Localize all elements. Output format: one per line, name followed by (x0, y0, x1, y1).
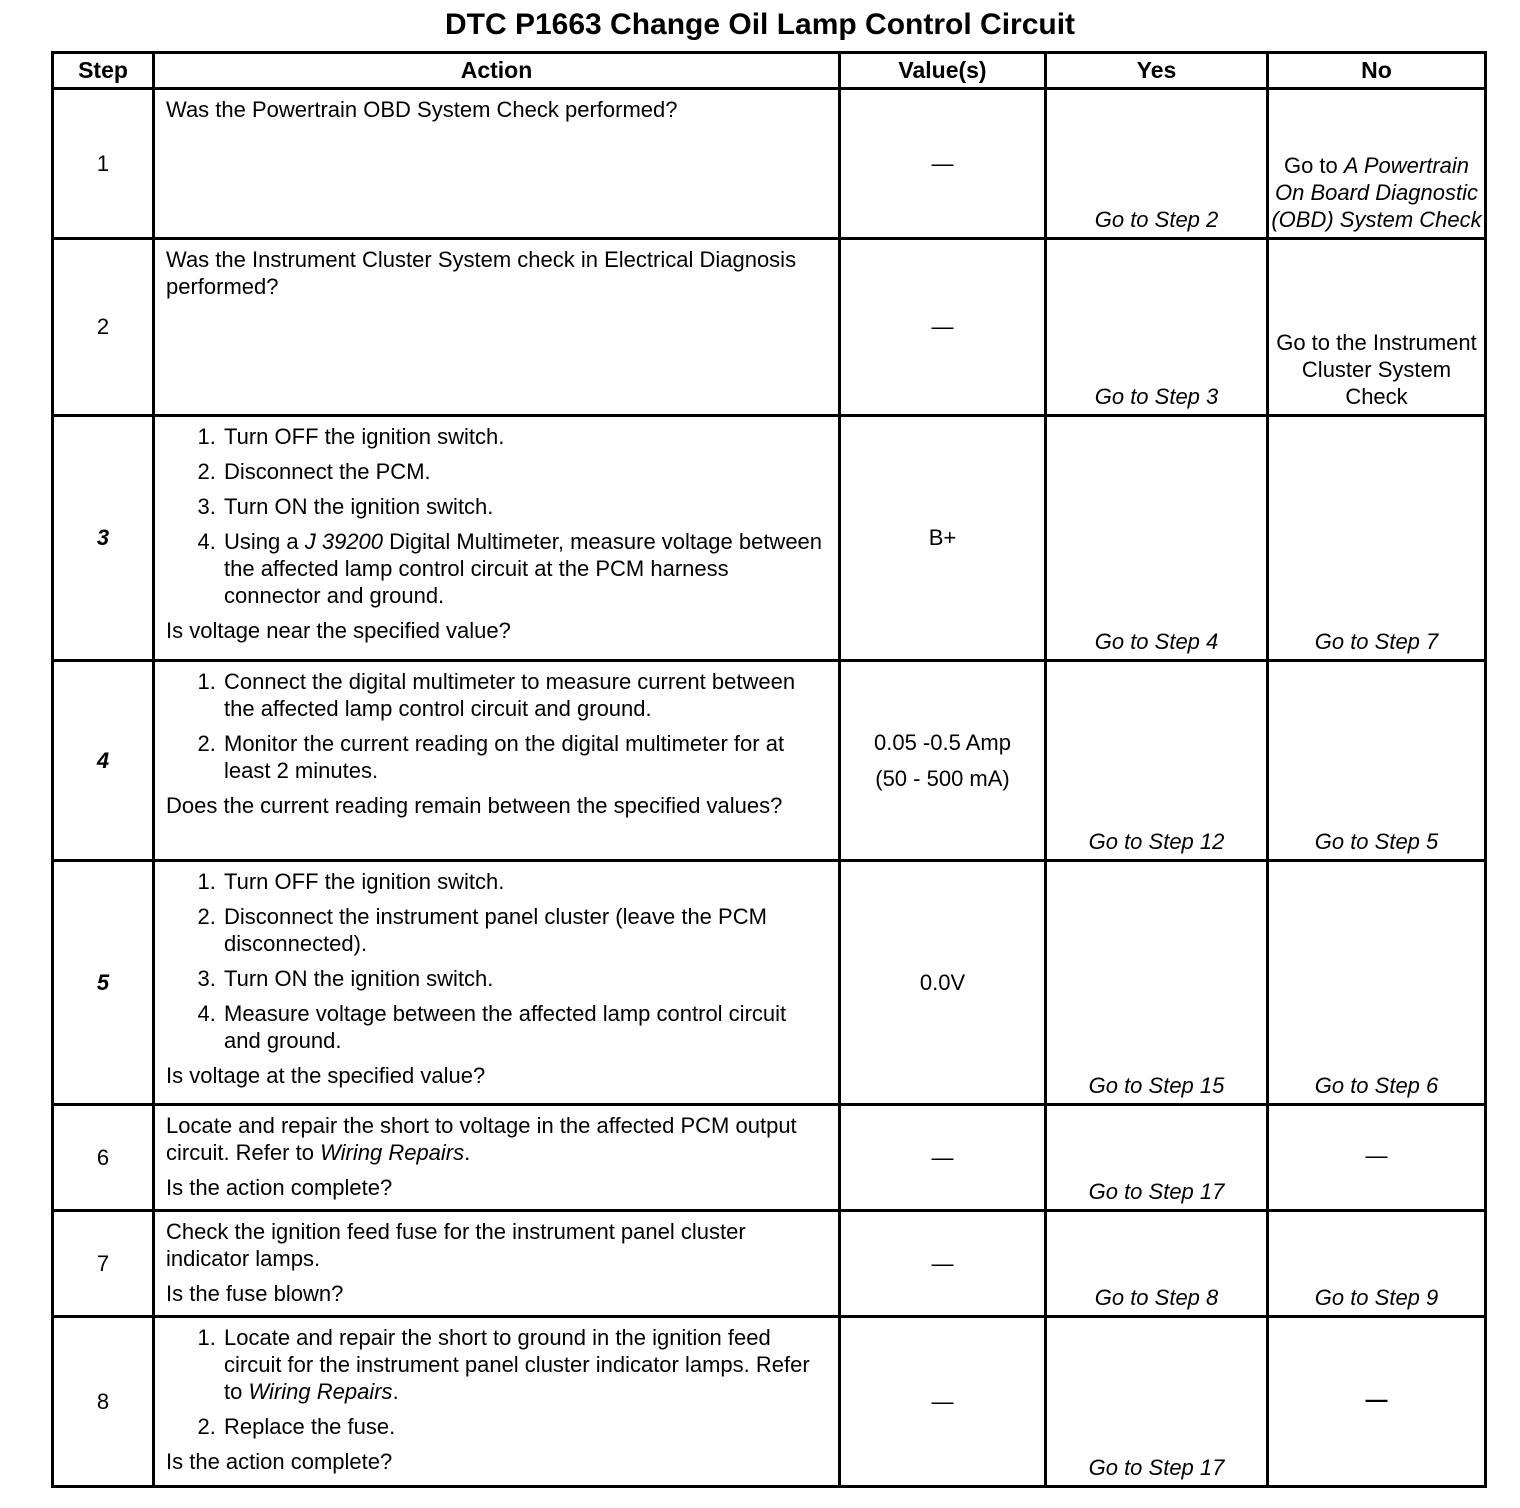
no-prefix: Go to (1283, 153, 1338, 178)
value-cell: — (840, 1211, 1046, 1317)
step-number: 3 (53, 416, 154, 661)
list-item: 3. Turn ON the ignition switch. (222, 965, 828, 992)
item-text: Using a (224, 529, 299, 554)
step-number: 6 (53, 1105, 154, 1211)
list-item: 2. Replace the fuse. (222, 1413, 828, 1440)
step-number: 4 (53, 661, 154, 861)
yes-cell: Go to Step 12 (1046, 661, 1268, 861)
action-question: Was the Powertrain OBD System Check performed? (166, 97, 678, 122)
item-text: Locate and repair the short to ground in the ignition feed circuit for the instrument panel cluster indicator lamps. Refer to (224, 1325, 810, 1404)
action-question: Is the action complete? (166, 1175, 393, 1200)
procedure-list (166, 668, 828, 784)
wiring-repairs-reference: Wiring Repairs (248, 1379, 393, 1404)
action-cell (154, 89, 840, 239)
list-item: 1. Locate and repair the short to ground in the ignition feed circuit for the instrument panel cluster indicator lamps. Refer to Wiring Repairs. (222, 1324, 828, 1405)
yes-cell: Go to Step 17 (1046, 1317, 1268, 1487)
yes-cell: Go to Step 3 (1046, 239, 1268, 416)
list-item: 1. Connect the digital multimeter to measure current between the affected lamp control circuit and ground. (222, 668, 828, 722)
action-text: Locate and repair the short to voltage in the affected PCM output circuit. Refer to Wiring Repairs. (166, 1113, 797, 1165)
list-item: 3. Turn ON the ignition switch. (222, 493, 828, 520)
value-cell: B+ (840, 416, 1046, 661)
value-cell: 0.0V (840, 861, 1046, 1105)
value-cell: — (840, 89, 1046, 239)
step-number: 8 (53, 1317, 154, 1487)
action-question: Is voltage near the specified value? (166, 618, 511, 643)
header-action: Action (154, 53, 840, 89)
action-question: Does the current reading remain between the specified values? (166, 793, 783, 818)
action-question: Is the fuse blown? (166, 1281, 344, 1306)
value-cell: — (840, 1105, 1046, 1211)
table-row (53, 861, 1486, 1105)
list-item: 1. Turn OFF the ignition switch. (222, 423, 828, 450)
tool-reference: J 39200 (304, 529, 384, 554)
table-row (53, 1105, 1486, 1211)
value-cell (840, 661, 1046, 861)
no-cell: — (1268, 1317, 1486, 1487)
action-text-main: Locate and repair the short to voltage in the affected PCM output circuit. Refer to (166, 1113, 797, 1165)
action-question: Is voltage at the specified value? (166, 1063, 486, 1088)
procedure-list (166, 868, 828, 1054)
value-line: 0.05 -0.5 Amp (874, 729, 1011, 755)
action-cell (154, 1211, 840, 1317)
no-cell: Go to Step 6 (1268, 861, 1486, 1105)
no-cell: Go to Step 5 (1268, 661, 1486, 861)
header-step: Step (53, 53, 154, 89)
list-item: 2. Monitor the current reading on the digital multimeter for at least 2 minutes. (222, 730, 828, 784)
table-row (53, 416, 1486, 661)
list-item: 2. Disconnect the PCM. (222, 458, 828, 485)
action-cell (154, 1317, 840, 1487)
list-item: 4. Measure voltage between the affected lamp control circuit and ground. (222, 1000, 828, 1054)
yes-cell: Go to Step 4 (1046, 416, 1268, 661)
yes-cell: Go to Step 8 (1046, 1211, 1268, 1317)
no-cell: Go to Step 9 (1268, 1211, 1486, 1317)
step-number: 7 (53, 1211, 154, 1317)
action-question: Was the Instrument Cluster System check in Electrical Diagnosis performed? (166, 247, 797, 299)
no-cell (1268, 89, 1486, 239)
value-cell: — (840, 1317, 1046, 1487)
value-line: (50 - 500 mA) (875, 765, 1010, 791)
action-cell (154, 861, 840, 1105)
header-values: Value(s) (840, 53, 1046, 89)
no-cell: Go to the Instrument Cluster System Check (1268, 239, 1486, 416)
procedure-list (166, 1324, 828, 1440)
no-cell: — (1268, 1105, 1486, 1211)
table-row (53, 239, 1486, 416)
no-cell: Go to Step 7 (1268, 416, 1486, 661)
action-question: Is the action complete? (166, 1449, 393, 1474)
step-number: 2 (53, 239, 154, 416)
action-cell (154, 416, 840, 661)
table-row (53, 89, 1486, 239)
list-item: 1. Turn OFF the ignition switch. (222, 868, 828, 895)
action-text: Check the ignition feed fuse for the instrument panel cluster indicator lamps. (166, 1219, 746, 1271)
procedure-list (166, 423, 828, 609)
value-cell: — (840, 239, 1046, 416)
table-row (53, 661, 1486, 861)
action-cell (154, 239, 840, 416)
list-item (222, 528, 828, 609)
table-row (53, 1317, 1486, 1487)
page-title: DTC P1663 Change Oil Lamp Control Circuit (444, 8, 1076, 41)
step-number: 5 (53, 861, 154, 1105)
wiring-repairs-reference: Wiring Repairs (320, 1140, 465, 1165)
yes-cell: Go to Step 17 (1046, 1105, 1268, 1211)
table-row (53, 1211, 1486, 1317)
step-number: 1 (53, 89, 154, 239)
yes-cell: Go to Step 15 (1046, 861, 1268, 1105)
action-cell (154, 661, 840, 861)
header-no: No (1268, 53, 1486, 89)
action-cell (154, 1105, 840, 1211)
header-row (53, 53, 1486, 89)
no-reference: A Powertrain On Board Diagnostic (OBD) System Check (1271, 153, 1482, 232)
diagnostic-table (51, 51, 1487, 1488)
item-text: Digital Multimeter, measure voltage between the affected lamp control circuit at the PCM harness connector and ground. (224, 529, 823, 608)
yes-cell: Go to Step 2 (1046, 89, 1268, 239)
header-yes: Yes (1046, 53, 1268, 89)
list-item: 2. Disconnect the instrument panel cluster (leave the PCM disconnected). (222, 903, 828, 957)
